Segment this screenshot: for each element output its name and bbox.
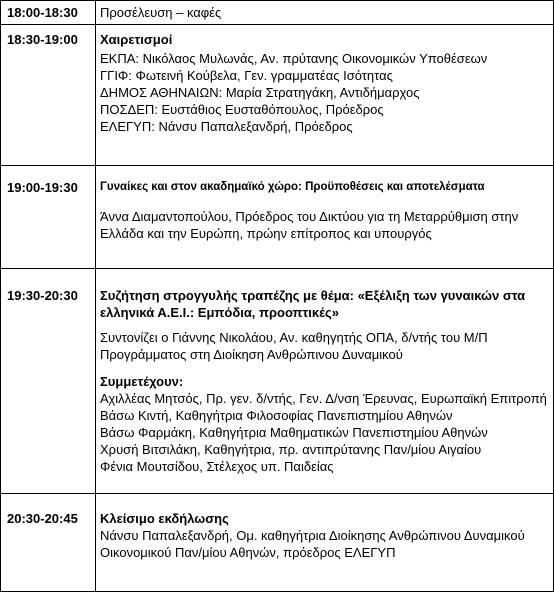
content-cell	[96, 1, 554, 25]
greeting-line: ΓΓΙΦ: Φωτεινή Κούβελα, Γεν. γραμματέας Ισότητας	[100, 68, 393, 83]
roundtable-heading: ελληνικά Α.Ε.Ι.: Εμπόδια, προοπτικές»	[100, 305, 340, 320]
closing-line: Νάνσυ Παπαλεξανδρή, Ομ. καθηγήτρια Διοίκησης Ανθρώπινου Δυναμικού	[100, 528, 525, 543]
time-cell: 18:00-18:30	[1, 1, 96, 25]
content-cell	[96, 269, 554, 494]
participant-line: Αχιλλέας Μητσός, Πρ. γεν. δ/ντής, Γεν. Δ/νση Έρευνας, Ευρωπαϊκή Επιτροπή	[100, 391, 547, 406]
schedule-row-keynote	[1, 166, 554, 269]
keynote-heading: Γυναίκες και στον ακαδημαϊκό χώρο: Προϋποθέσεις και αποτελέσματα	[100, 181, 485, 193]
greeting-line: ΕΚΠΑ: Νικόλαος Μυλωνάς, Αν. πρύτανης Οικονομικών Υποθέσεων	[100, 51, 488, 66]
participant-line: Βάσω Κιντή, Καθηγήτρια Φιλοσοφίας Πανεπιστημίου Αθηνών	[100, 408, 453, 423]
greeting-line: ΠΟΣΔΕΠ: Ευστάθιος Ευσταθόπουλος, Πρόεδρος	[100, 102, 384, 117]
moderator-text: Προγράμματος στη Διοίκηση Ανθρώπινου Δυναμικού	[100, 347, 403, 362]
participants-label: Συμμετέχουν:	[100, 374, 184, 389]
keynote-speaker: Ελλάδα και την Ευρώπη, πρώην επίτροπος και υπουργός	[100, 226, 432, 241]
content-cell	[96, 494, 554, 592]
greeting-line: ΔΗΜΟΣ ΑΘΗΝΑΙΩΝ: Μαρία Στρατηγάκη, Αντιδήμαρχος	[100, 85, 420, 100]
roundtable-heading: Συζήτηση στρογγυλής τραπέζης με θέμα: «Εξέλιξη των γυναικών στα	[100, 288, 526, 303]
participant-line: Φένια Μουτσίδου, Στέλεχος υπ. Παιδείας	[100, 459, 334, 474]
time-cell: 19:30-20:30	[1, 269, 96, 494]
closing-heading: Κλείσιμο εκδήλωσης	[100, 511, 229, 526]
participant-line: Χρυσή Βιτσιλάκη, Καθηγήτρια, πρ. αντιπρύτανης Παν/μίου Αιγαίου	[100, 442, 482, 457]
greeting-line: ΕΛΕΓΥΠ: Νάνσυ Παπαλεξανδρή, Πρόεδρος	[100, 119, 353, 134]
schedule-row-greetings	[1, 25, 554, 166]
content-cell	[96, 166, 554, 269]
content-cell	[96, 25, 554, 166]
greetings-heading: Χαιρετισμοί	[100, 32, 173, 47]
participant-line: Βάσω Φαρμάκη, Καθηγήτρια Μαθηματικών Πανεπιστημίου Αθηνών	[100, 425, 488, 440]
schedule-row-closing	[1, 494, 554, 592]
schedule-row-roundtable	[1, 269, 554, 494]
time-cell: 19:00-19:30	[1, 166, 96, 269]
time-cell: 20:30-20:45	[1, 494, 96, 592]
time-cell: 18:30-19:00	[1, 25, 96, 166]
closing-line: Οικονομικού Παν/μίου Αθηνών, πρόεδρος ΕΛΕΓΥΠ	[100, 545, 396, 560]
arrival-text: Προσέλευση – καφές	[100, 5, 222, 20]
moderator-text: Συντονίζει ο Γιάννης Νικολάου, Αν. καθηγητής ΟΠΑ, δ/ντής του Μ/Π	[100, 330, 488, 345]
schedule-row-arrival	[1, 1, 554, 25]
keynote-speaker: Άννα Διαμαντοπούλου, Πρόεδρος του Δικτύου για τη Μεταρρύθμιση στην	[100, 209, 519, 224]
